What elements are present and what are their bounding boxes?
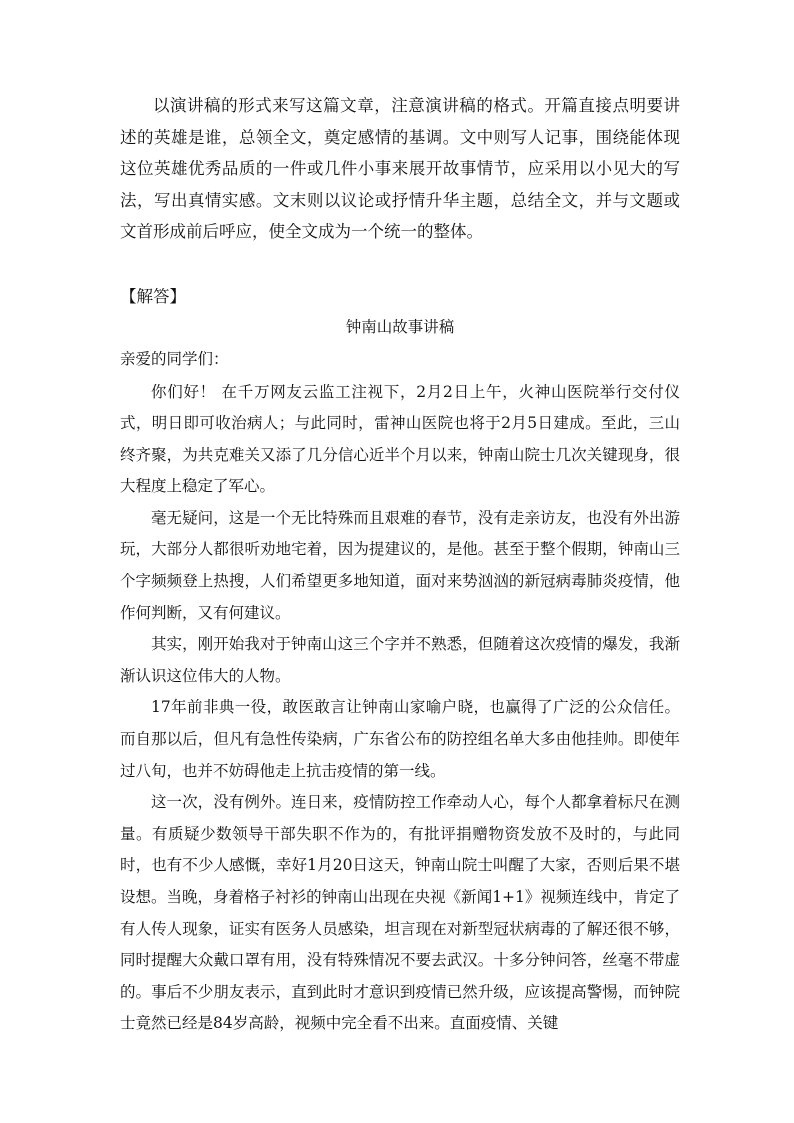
speech-paragraph-1: 你们好！ 在千万网友云监工注视下，2月2日上午，火神山医院举行交付仪式，明日即可收治病人；与此同时，雷神山医院也将于2月5日建成。至此，三山终齐聚，为共克难关又添了几分信心近半个月以来，钟南山院士几次关键现身，很大程度上稳定了军心。 [120,382,680,496]
salutation: 亲爱的同学们： [120,349,229,368]
speech-paragraph-2: 毫无疑问，这是一个无比特殊而且艰难的春节，没有走亲访友，也没有外出游玩，大部分人都很听劝地宅着，因为提建议的，是他。甚至于整个假期，钟南山三个字频频登上热搜，人们希望更多地知道，面对来势汹汹的新冠病毒肺炎疫情，他作何判断，又有何建议。 [120,508,680,622]
speech-paragraph-5: 这一次，没有例外。连日来，疫情防控工作牵动人心，每个人都拿着标尺在测量。有质疑少数领导干部失职不作为的，有批评捐赠物资发放不及时的，与此同时，也有不少人感慨，幸好1月20日这天，钟南山院士叫醒了大家，否则后果不堪设想。当晚，身着格子衬衫的钟南山出现在央视《新闻1+1》视频连线中，肯定了有人传人现象，证实有医务人员感染，坦言现在对新型冠状病毒的了解还很不够，同时提醒大众戴口罩有用，没有特殊情况不要去武汉。十多分钟问答，丝毫不带虚的。事后不少朋友表示，直到此时才意识到疫情已然升级，应该提高警惕，而钟院士竟然已经是84岁高龄，视频中完全看不出来。直面疫情、关键 [120,793,680,1033]
speech-title: 钟南山故事讲稿 [345,317,455,336]
speech-paragraph-3: 其实，刚开始我对于钟南山这三个字并不熟悉，但随着这次疫情的爆发，我渐渐认识这位伟大的人物。 [120,635,680,685]
answer-label: 【解答】 [120,286,186,306]
speech-paragraph-4: 17年前非典一役，敢医敢言让钟南山家喻户晓，也赢得了广泛的公众信任。而自那以后，但凡有急性传染病，广东省公布的防控组名单大多由他挂帅。即使年过八旬，也并不妨碍他走上抗击疫情的第一线。 [120,698,680,780]
guidance-paragraph: 以演讲稿的形式来写这篇文章，注意演讲稿的格式。开篇直接点明要讲述的英雄是谁，总领全文，奠定感情的基调。文中则写人记事，围绕能体现这位英雄优秀品质的一件或几件小事来展开故事情节，应采用以小见大的写法，写出真情实感。文末则以议论或抒情升华主题，总结全文，并与文题或文首形成前后呼应，使全文成为一个统一的整体。 [120,96,680,241]
document-page [120,90,680,1040]
